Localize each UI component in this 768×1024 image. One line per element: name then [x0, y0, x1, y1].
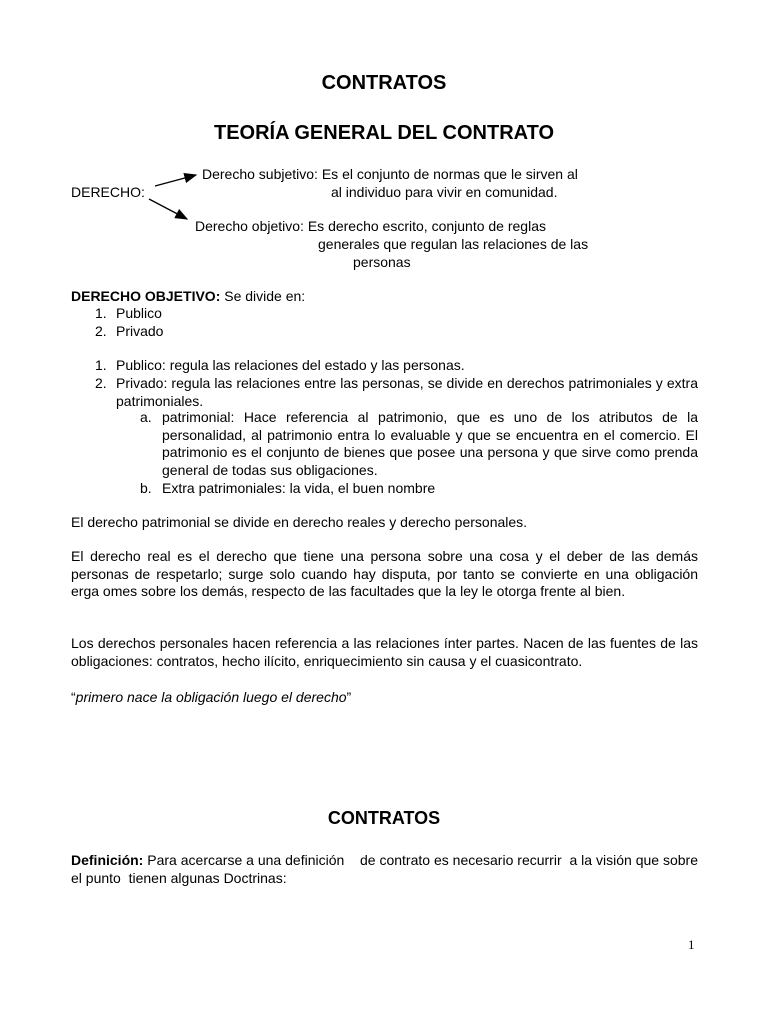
derecho-label: DERECHO: — [71, 184, 145, 200]
paragraph-derecho-real: El derecho real es el derecho que tiene una persona sobre una cosa y el deber de las demás personas de respetarlo; surge solo cuando hay disputa, por tanto se convierte en una obligación erga omes sobre los demás, respecto de las facultades que la ley le otorga frente al bien. — [71, 548, 698, 599]
document-title: CONTRATOS — [321, 72, 447, 94]
page-number: 1 — [688, 937, 695, 952]
objetivo-line-3: personas — [353, 254, 411, 270]
list1-num: 2. — [95, 323, 107, 339]
objetivo-line-1: Derecho objetivo: Es derecho escrito, conjunto de reglas — [195, 218, 546, 234]
arrow-to-objetivo — [149, 199, 187, 219]
quote: “primero nace la obligación luego el derecho” — [71, 689, 352, 705]
list1-num: 1. — [95, 305, 107, 321]
document-subtitle: TEORÍA GENERAL DEL CONTRATO — [213, 122, 555, 144]
subjetivo-line-2: al individuo para vivir en comunidad. — [331, 184, 558, 200]
derecho-objetivo-heading: DERECHO OBJETIVO: Se divide en: — [71, 288, 306, 304]
objetivo-line-2: generales que regulan las relaciones de las — [318, 236, 589, 252]
subjetivo-line-1: Derecho subjetivo: Es el conjunto de normas que le sirven al — [202, 166, 578, 182]
list1-item: Publico — [116, 305, 162, 321]
list1-item: Privado — [116, 323, 164, 339]
arrow-to-subjetivo — [155, 175, 196, 186]
list2-item: Privado: regula las relaciones entre las personas, se divide en derechos patrimoniales y extra patrimoniales. — [116, 375, 698, 409]
paragraph-patrimonial: El derecho patrimonial se divide en derecho reales y derecho personales. — [71, 514, 528, 530]
list2-num: 2. — [95, 375, 107, 391]
sublist-num: a. — [140, 409, 152, 425]
list2-num: 1. — [95, 357, 107, 373]
list2-item: Publico: regula las relaciones del estado y las personas. — [116, 357, 465, 373]
section-title-contratos: CONTRATOS — [327, 808, 441, 828]
sublist-item: patrimonial: Hace referencia al patrimonio, que es uno de los atributos de la personalidad, al patrimonio entra lo evaluable y que se encuentra en el comercio. El patrimonio es el conjunto de bienes que posee una persona y que sirve como prenda general de todas sus obligaciones. — [162, 409, 698, 478]
sublist-num: b. — [140, 480, 152, 496]
sublist-item: Extra patrimoniales: la vida, el buen nombre — [162, 480, 436, 496]
definicion-paragraph: Definición: Para acercarse a una definición de contrato es necesario recurrir a la visión que sobre el punto tienen algunas Doctrinas: — [71, 852, 702, 886]
paragraph-derechos-personales: Los derechos personales hacen referencia a las relaciones ínter partes. Nacen de las fuentes de las obligaciones: contratos, hecho ilícito, enriquecimiento sin causa y el cuasicontrato. — [71, 635, 698, 669]
